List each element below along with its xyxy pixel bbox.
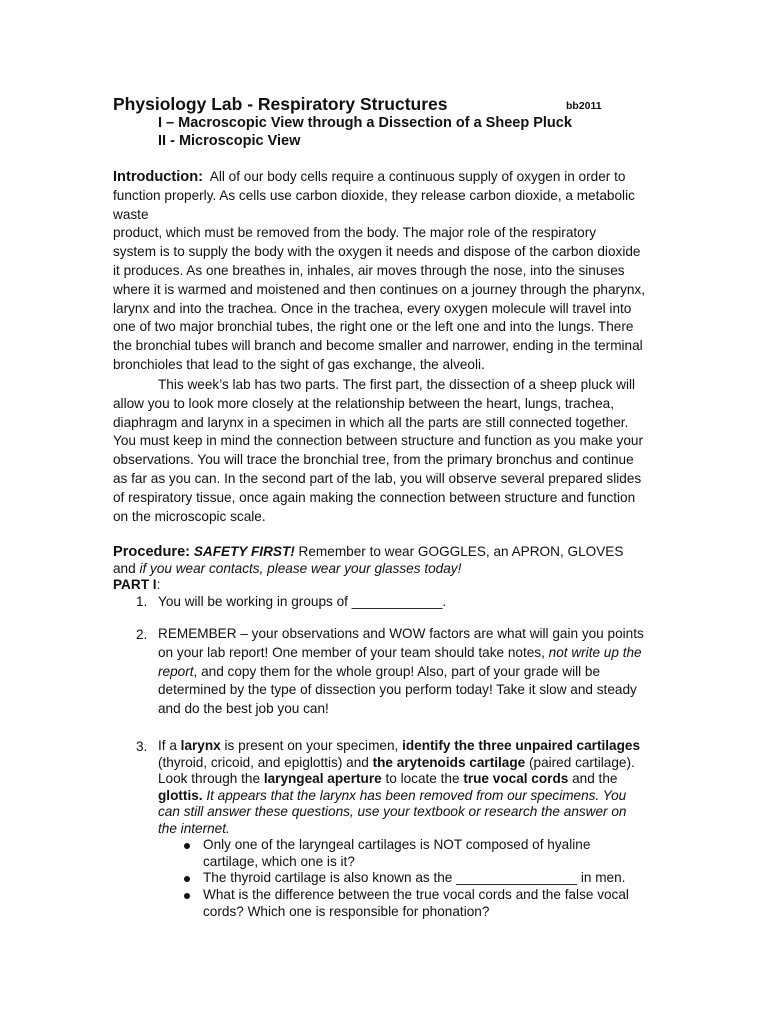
- procedure-reminder: Remember to wear GOGGLES, an APRON, GLOVES: [294, 544, 624, 559]
- item-three-line: the internet.: [158, 820, 230, 836]
- intro-line: function properly. As cells use carbon dioxide, they release carbon dioxide, a metabolic waste: [113, 187, 635, 222]
- procedure-line: [113, 543, 623, 562]
- bullet-line: The thyroid cartilage is also known as the ________________ in men.: [203, 870, 626, 885]
- item-two-line: [158, 663, 668, 682]
- item-three-bold: laryngeal aperture: [263, 771, 382, 787]
- item-two-block: [158, 625, 668, 719]
- item-two-line: and do the best job you can!: [158, 701, 329, 717]
- item-two-text: on your lab report! One member of your team should take notes,: [158, 644, 549, 660]
- page-title: Physiology Lab - Respiratory Structures: [113, 94, 448, 114]
- bullet-icon: [184, 843, 190, 849]
- subtitle-part-two: II - Microscopic View: [158, 133, 301, 149]
- item-three-block: [158, 738, 668, 838]
- item-three-line: can still answer these questions, use your textbook or research the answer on: [158, 804, 627, 820]
- overview-line: diaphragm and larynx in a specimen in which all the parts are still connected together.: [113, 414, 629, 430]
- part-one-heading: [113, 576, 160, 595]
- item-three-text: (thyroid, cricoid, and epiglottis) and: [158, 754, 373, 770]
- item-three-line: [158, 771, 668, 788]
- bullet-item: [203, 887, 629, 920]
- overview-line: [113, 376, 658, 395]
- item-three-bold: identify the three unpaired cartilages: [402, 738, 641, 753]
- intro-line: it produces. As one breathes in, inhales, air moves through the nose, into the sinuses: [113, 262, 625, 278]
- intro-line: [113, 168, 658, 187]
- item-one-text: You will be working in groups of ____________.: [158, 594, 447, 609]
- intro-line: where it is warmed and moistened and then continues on a journey through the pharynx,: [113, 281, 645, 297]
- item-three-bold: the arytenoids cartilage: [372, 754, 526, 770]
- item-number: 2.: [136, 627, 148, 642]
- item-number: 1.: [136, 594, 148, 609]
- bullet-line: cords? Which one is responsible for phonation?: [203, 903, 490, 919]
- bullet-line: What is the difference between the true vocal cords and the false vocal: [203, 887, 629, 902]
- procedure-label: Procedure:: [113, 544, 191, 560]
- bullet-line: Only one of the laryngeal cartilages is NOT composed of hyaline: [203, 837, 591, 852]
- introduction-label: Introduction:: [113, 169, 203, 185]
- intro-line: one of two major bronchial tubes, the right one or the left one and into the lungs. There: [113, 319, 634, 335]
- item-three-text: is present on your specimen,: [220, 738, 403, 753]
- part-one-colon: :: [156, 577, 161, 592]
- intro-line: system is to supply the body with the oxygen it needs and dispose of the carbon dioxide: [113, 244, 641, 260]
- overview-line: observations. You will trace the bronchial tree, from the primary bronchus and continue: [113, 452, 634, 468]
- bullet-icon: [184, 893, 190, 899]
- intro-line: product, which must be removed from the body. The major role of the respiratory: [113, 225, 597, 241]
- item-two-line: [158, 644, 668, 663]
- part-one-label: PART I: [113, 577, 157, 592]
- item-three-text: to locate the: [381, 771, 464, 787]
- item-two-line: determined by the type of dissection you perform today! Take it slow and steady: [158, 682, 637, 698]
- intro-line: larynx and into the trachea. Once in the trachea, every oxygen molecule will travel into: [113, 300, 632, 316]
- bullet-line: cartilage, which one is it?: [203, 853, 355, 869]
- overview-line: You must keep in mind the connection between structure and function as you make your: [113, 433, 643, 449]
- subtitle-part-one: I – Macroscopic View through a Dissection of a Sheep Pluck: [158, 115, 572, 131]
- item-three-line: [158, 738, 668, 755]
- intro-line: the bronchial tubes will branch and become smaller and narrower, ending in the terminal: [113, 338, 643, 354]
- item-number: 3.: [136, 739, 148, 754]
- contacts-note: if you wear contacts, please wear your glasses today!: [139, 561, 462, 576]
- item-three-bold: larynx: [180, 738, 221, 753]
- item-three-bold: true vocal cords: [463, 771, 569, 787]
- item-three-text: If a: [158, 738, 181, 753]
- contacts-line: [113, 560, 461, 579]
- item-three-text: (paired cartilage).: [525, 754, 635, 770]
- item-two-line: REMEMBER – your observations and WOW factors are what will gain you points: [158, 626, 644, 641]
- item-two-italic: report: [158, 663, 194, 679]
- item-three-text: Look through the: [158, 771, 264, 787]
- intro-text: All of our body cells require a continuous supply of oxygen in order to: [209, 169, 626, 184]
- item-three-line: [158, 755, 668, 772]
- item-two-italic: not write up the: [548, 644, 642, 660]
- item-three-line: [158, 788, 668, 805]
- item-three-italic: It appears that the larynx has been removed from our specimens. You: [202, 787, 627, 803]
- intro-line: bronchioles that lead to the sight of gas exchange, the alveoli.: [113, 356, 485, 372]
- overview-line: on the microscopic scale.: [113, 508, 266, 524]
- item-three-bold: glottis.: [158, 787, 203, 803]
- document-code: bb2011: [566, 100, 602, 112]
- safety-first-text: SAFETY FIRST!: [193, 544, 295, 559]
- contacts-prefix: and: [113, 561, 140, 576]
- bullet-icon: [184, 876, 190, 882]
- lab-overview-paragraph: [113, 376, 658, 526]
- item-two-text: , and copy them for the whole group! Also, part of your grade will be: [193, 663, 601, 679]
- overview-line: allow you to look more closely at the relationship between the heart, lungs, trachea,: [113, 395, 614, 411]
- introduction-paragraph: [113, 168, 658, 375]
- item-three-text: and the: [568, 771, 618, 787]
- overview-line: of respiratory tissue, once again making the connection between structure and function: [113, 489, 636, 505]
- overview-line: as far as you can. In the second part of the lab, you will observe several prepared slides: [113, 470, 642, 486]
- bullet-item: [203, 870, 625, 887]
- bullet-item: [203, 837, 590, 870]
- overview-text: This week’s lab has two parts. The first part, the dissection of a sheep pluck will: [158, 377, 636, 392]
